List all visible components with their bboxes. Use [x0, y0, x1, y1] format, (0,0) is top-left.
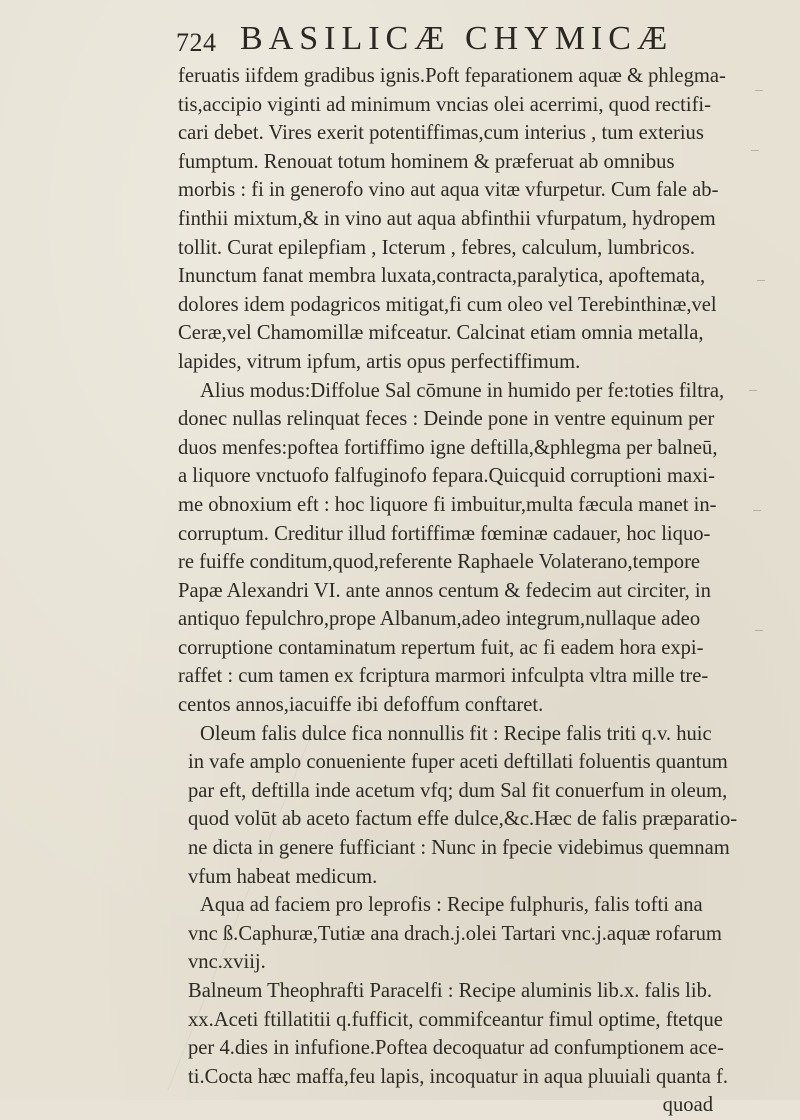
text-line: raffet : cum tamen ex fcriptura marmori infculpta vltra mille tre-	[178, 665, 709, 688]
text-line: per 4.dies in infufione.Poftea decoquatur ad confumptionem ace-	[188, 1037, 724, 1060]
text-line: vnc.xviij.	[188, 951, 266, 974]
text-line: fumptum. Renouat totum hominem & præferuat ab omnibus	[178, 150, 675, 173]
running-head: BASILICÆ CHYMICÆ	[240, 20, 674, 57]
text-line: vnc ß.Caphuræ,Tutiæ ana drach.j.olei Tartari vnc.j.aquæ rofarum	[188, 922, 722, 945]
text-line: ne dicta in genere fufficiant : Nunc in fpecie videbimus quemnam	[188, 837, 730, 860]
text-line: dolores idem podagricos mitigat,fi cum oleo vel Terebinthinæ,vel	[178, 293, 717, 316]
text-line: morbis : fi in generofo vino aut aqua vitæ vfurpetur. Cum fale ab-	[178, 179, 719, 202]
page-number: 724	[176, 28, 217, 57]
text-line: lapides, vitrum ipfum, artis opus perfectiffimum.	[178, 350, 581, 373]
text-line: Inunctum fanat membra luxata,contracta,paralytica, apoftemata,	[178, 265, 706, 288]
text-line: me obnoxium eft : hoc liquore fi imbuitur,multa fæcula manet in-	[178, 493, 717, 516]
text-line: xx.Aceti ftillatitii q.fufficit, commifceantur fimul optime, ftetque	[188, 1008, 723, 1031]
margin-tick	[757, 280, 765, 281]
text-line: tollit. Curat epilepfiam , Icterum , febres, calculum, lumbricos.	[178, 236, 695, 259]
text-line: corruptum. Creditur illud fortiffimæ fœminæ cadauer, hoc liquo-	[178, 522, 711, 545]
catchword: quoad	[662, 1094, 713, 1117]
margin-tick	[755, 90, 763, 91]
text-line: vfum habeat medicum.	[188, 865, 378, 888]
text-line: Ceræ,vel Chamomillæ mifceatur. Calcinat etiam omnia metalla,	[178, 322, 704, 345]
text-line: antiquo fepulchro,prope Albanum,adeo integrum,nullaque adeo	[178, 608, 701, 631]
margin-tick	[753, 510, 761, 511]
text-line: tis,accipio viginti ad minimum vncias olei acerrimi, quod rectifi-	[178, 93, 712, 116]
text-line: corruptione contaminatum repertum fuit, ac fi eadem hora expi-	[178, 636, 704, 659]
text-line: Balneum Theophrafti Paracelfi : Recipe aluminis lib.x. falis lib.	[188, 980, 713, 1002]
margin-tick	[751, 150, 759, 151]
page-header	[176, 16, 736, 56]
margin-marks	[745, 90, 795, 790]
text-line: duos menfes:poftea fortiffimo igne deftilla,&phlegma per balneū,	[178, 436, 718, 459]
text-line: ti.Cocta hæc maffa,feu lapis, incoquatur in aqua pluuiali quanta f.	[188, 1065, 729, 1088]
margin-tick	[749, 390, 757, 391]
text-line: feruatis iifdem gradibus ignis.Poft feparationem aquæ & phlegma-	[178, 65, 726, 87]
text-line: donec nullas relinquat feces : Deinde pone in ventre equinum per	[178, 408, 715, 431]
text-line: cari debet. Vires exerit potentiffimas,cum interius , tum exterius	[178, 122, 704, 145]
text-line: centos annos,iacuiffe ibi defoffum conftaret.	[178, 694, 544, 717]
text-line: in vafe amplo conueniente fuper aceti deftillati foluentis quantum	[188, 751, 728, 774]
text-line: par eft, deftilla inde acetum vfq; dum Sal fit conuerfum in oleum,	[188, 779, 728, 802]
text-line: quod volūt ab aceto factum effe dulce,&c.Hæc de falis præparatio-	[188, 808, 738, 831]
text-line: a liquore vnctuofo falfuginofo fepara.Quicquid corruptioni maxi-	[178, 465, 715, 488]
text-line: re fuiffe conditum,quod,referente Raphaele Volaterano,tempore	[178, 551, 701, 574]
text-line: Alius modus:Diffolue Sal cōmune in humido per fe:toties filtra,	[200, 379, 725, 402]
text-line: Aqua ad faciem pro leprofis : Recipe fulphuris, falis tofti ana	[200, 894, 703, 917]
text-line: Oleum falis dulce fica nonnullis fit : Recipe falis triti q.v. huic	[200, 722, 712, 745]
text-line: finthii mixtum,& in vino aut aqua abfinthii vfurpatum, hydropem	[178, 207, 716, 230]
text-line: Papæ Alexandri VI. ante annos centum & fedecim aut circiter, in	[178, 579, 711, 602]
margin-tick	[755, 630, 763, 631]
